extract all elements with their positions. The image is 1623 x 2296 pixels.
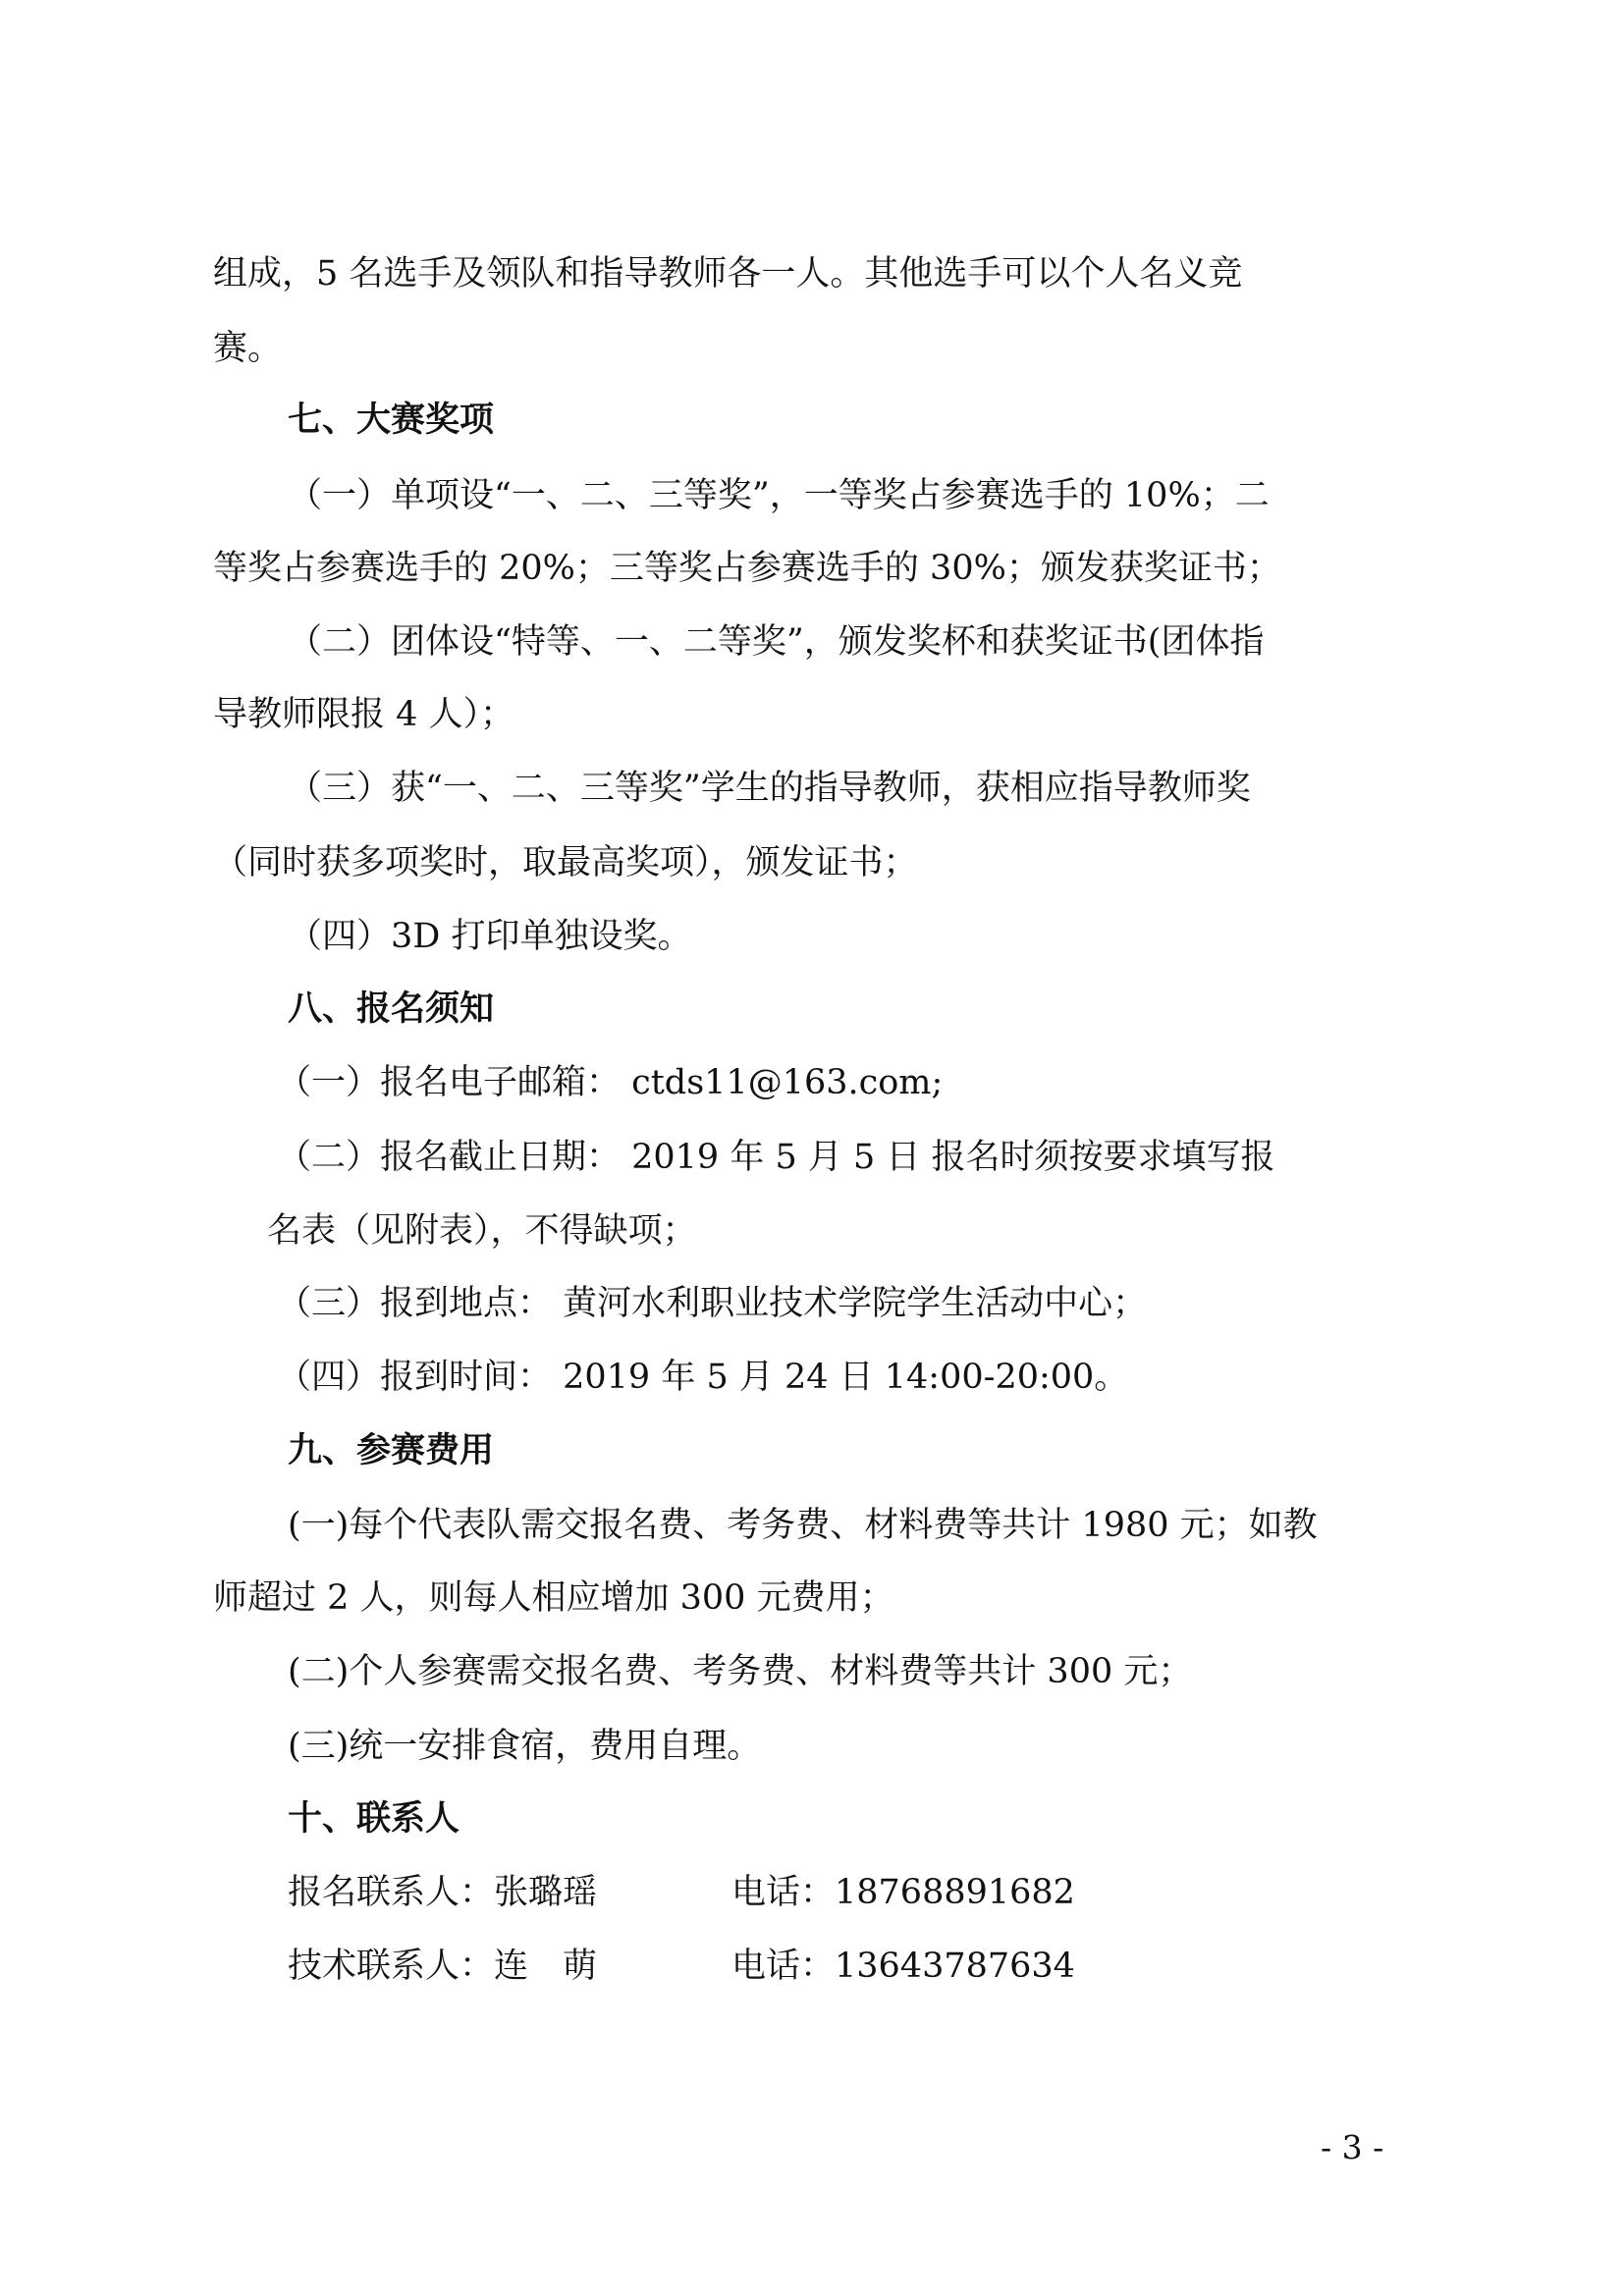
section-7-para-2-line-2: 导教师限报 4 人）； <box>213 695 515 734</box>
section-7-para-3-line-2: （同时获多项奖时，取最高奖项），颁发证书； <box>213 843 918 882</box>
section-7-para-2-line-1: （二）团体设“特等、一、二等奖”，颁发奖杯和获奖证书(团体指 <box>288 622 1265 662</box>
section-8-para-1: （一）报名电子邮箱： ctds11@163.com; <box>277 1063 944 1102</box>
section-7-para-4: （四）3D 打印单独设奖。 <box>288 917 692 956</box>
section-9-para-2: (二)个人参赛需交报名费、考务费、材料费等共计 300 元； <box>288 1652 1193 1691</box>
section-7-para-1-line-2: 等奖占参赛选手的 20%；三等奖占参赛选手的 30%；颁发获奖证书； <box>213 549 1281 588</box>
page-number: - 3 - <box>1321 2128 1384 2166</box>
contact-tech-label: 技术联系人：连 萌 <box>288 1947 598 1986</box>
section-9-para-3: (三)统一安排食宿，费用自理。 <box>288 1727 762 1766</box>
contact-signup-label: 报名联系人：张璐瑶 <box>288 1873 598 1912</box>
intro-line-1: 组成，5 名选手及领队和指导教师各一人。其他选手可以个人名义竞 <box>213 254 1243 294</box>
section-8-para-2-line-1: （二）报名截止日期： 2019 年 5 月 5 日 报名时须按要求填写报 <box>277 1138 1275 1177</box>
section-8-heading: 八、报名须知 <box>288 989 495 1029</box>
intro-line-2: 赛。 <box>213 329 283 368</box>
section-8-para-3: （三）报到地点： 黄河水利职业技术学院学生活动中心； <box>277 1284 1148 1323</box>
section-9-para-1-line-2: 师超过 2 人，则每人相应增加 300 元费用； <box>213 1578 894 1618</box>
section-9-para-1-line-1: (一)每个代表队需交报名费、考务费、材料费等共计 1980 元；如教 <box>288 1506 1318 1545</box>
contact-tech-phone: 电话：13643787634 <box>731 1947 1075 1986</box>
section-7-heading: 七、大赛奖项 <box>288 400 495 440</box>
section-9-heading: 九、参赛费用 <box>288 1431 495 1470</box>
contact-signup-phone: 电话：18768891682 <box>731 1873 1075 1912</box>
section-7-para-3-line-1: （三）获“一、二、三等奖”学生的指导教师，获相应指导教师奖 <box>288 769 1251 808</box>
section-10-heading: 十、联系人 <box>288 1799 460 1839</box>
section-8-para-4: （四）报到时间： 2019 年 5 月 24 日 14:00-20:00。 <box>277 1358 1129 1397</box>
section-7-para-1-line-1: （一）单项设“一、二、三等奖”，一等奖占参赛选手的 10%；二 <box>288 476 1270 515</box>
section-8-para-2-line-2: 名表（见附表），不得缺项； <box>267 1211 697 1251</box>
